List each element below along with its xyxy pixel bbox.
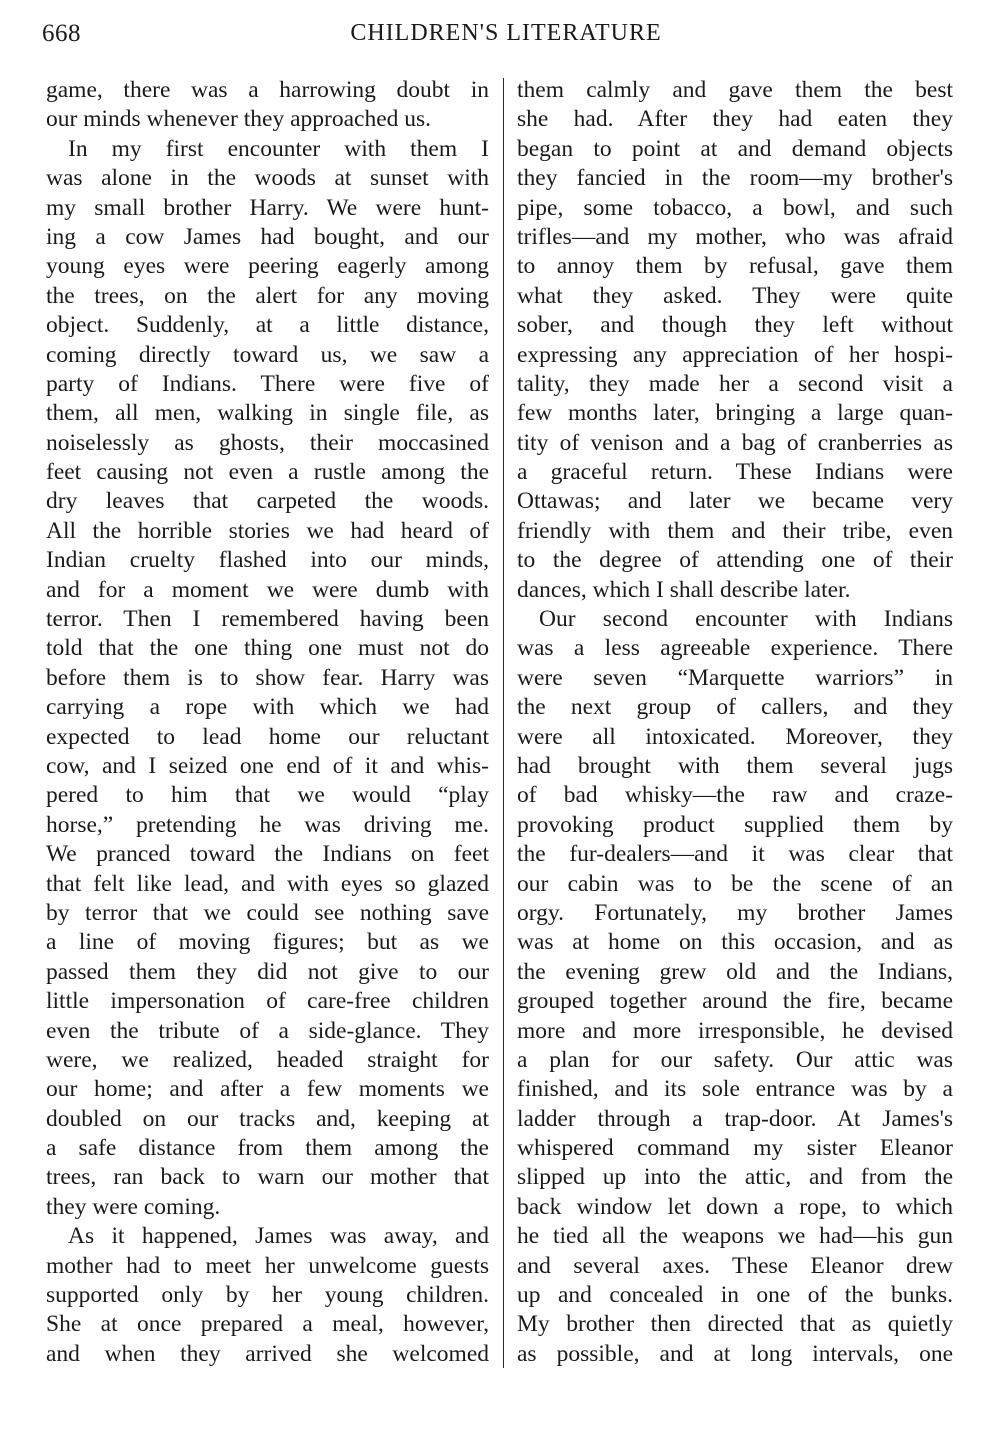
text-line: horse,” pretending he was driving me. <box>46 811 489 838</box>
text-line: doubled on our tracks and, keeping at <box>46 1105 489 1132</box>
text-line: were all intoxicated. Moreover, they <box>517 723 953 750</box>
text-line: and several axes. These Eleanor drew <box>517 1252 953 1279</box>
text-line: up and concealed in one of the bunks. <box>517 1282 953 1309</box>
text-line: Our second encounter with Indians <box>539 606 953 633</box>
text-line: to annoy them by refusal, gave them <box>517 253 953 280</box>
left-column <box>46 76 489 1369</box>
text-line: expressing any appreciation of her hospi- <box>517 341 953 368</box>
text-line: ing a cow James had bought, and our <box>46 223 489 250</box>
text-line: We pranced toward the Indians on feet <box>46 841 489 868</box>
text-line: dry leaves that carpeted the woods. <box>46 488 489 515</box>
text-line: they fancied in the room—my brother's <box>517 165 953 192</box>
text-line: terror. Then I remembered having been <box>46 606 489 633</box>
text-line: they were coming. <box>46 1193 221 1220</box>
text-line: little impersonation of care-free children <box>46 988 489 1015</box>
text-line: had brought with them several jugs <box>517 752 953 779</box>
text-line: and when they arrived she welcomed <box>46 1340 489 1367</box>
text-line: them calmly and gave them the best <box>517 77 953 103</box>
text-line: She at once prepared a meal, however, <box>46 1311 489 1338</box>
text-line: a graceful return. These Indians were <box>517 459 953 486</box>
text-line: All the horrible stories we had heard of <box>46 517 489 544</box>
text-line: tality, they made her a second visit a <box>517 370 953 397</box>
text-line: our home; and after a few moments we <box>46 1076 489 1103</box>
text-line: more and more irresponsible, he devised <box>517 1017 953 1044</box>
text-line: trifles—and my mother, who was afraid <box>517 223 953 250</box>
text-line: he tied all the weapons we had—his gun <box>517 1223 953 1250</box>
text-line: trees, ran back to warn our mother that <box>46 1164 489 1191</box>
text-line: our minds whenever they approached us. <box>46 106 432 133</box>
text-line: a line of moving figures; but as we <box>46 929 489 956</box>
text-line: slipped up into the attic, and from the <box>517 1164 953 1191</box>
text-line: dances, which I shall describe later. <box>517 576 851 603</box>
text-line: she had. After they had eaten they <box>517 106 953 133</box>
text-line: object. Suddenly, at a little distance, <box>46 312 489 339</box>
text-line: whispered command my sister Eleanor <box>517 1135 953 1162</box>
text-line: party of Indians. There were five of <box>46 370 489 397</box>
text-line: even the tribute of a side-glance. They <box>46 1017 489 1044</box>
text-line: mother had to meet her unwelcome guests <box>46 1252 489 1279</box>
text-line: cow, and I seized one end of it and whis- <box>46 752 489 779</box>
page-number: 668 <box>42 20 81 47</box>
text-line: expected to lead home our reluctant <box>46 723 489 750</box>
text-line: was at home on this occasion, and as <box>517 929 953 956</box>
text-line: coming directly toward us, we saw a <box>46 341 489 368</box>
text-line: a plan for our safety. Our attic was <box>517 1046 953 1073</box>
text-line: My brother then directed that as quietly <box>517 1311 953 1338</box>
text-line: the trees, on the alert for any moving <box>46 282 489 309</box>
text-line: that felt like lead, and with eyes so glazed <box>46 870 489 897</box>
text-line: was alone in the woods at sunset with <box>46 165 489 192</box>
running-title: CHILDREN'S LITERATURE <box>350 20 662 46</box>
text-line: by terror that we could see nothing save <box>46 899 489 926</box>
text-line: back window let down a rope, to which <box>517 1193 953 1220</box>
text-line: them, all men, walking in single file, as <box>46 400 489 427</box>
text-line: passed them they did not give to our <box>46 958 489 985</box>
text-line: began to point at and demand objects <box>517 135 953 162</box>
text-line: of bad whisky—the raw and craze- <box>517 782 953 809</box>
text-line: supported only by her young children. <box>46 1282 489 1309</box>
text-line: carrying a rope with which we had <box>46 694 489 721</box>
text-line: the next group of callers, and they <box>517 694 953 721</box>
text-line: feet causing not even a rustle among the <box>46 459 489 486</box>
text-line: and for a moment we were dumb with <box>46 576 489 603</box>
text-line: as possible, and at long intervals, one <box>517 1340 953 1367</box>
text-line: were seven “Marquette warriors” in <box>517 664 953 691</box>
right-column <box>517 76 953 1369</box>
text-line: game, there was a harrowing doubt in <box>46 77 489 103</box>
text-line: was a less agreeable experience. There <box>517 635 953 662</box>
text-line: to the degree of attending one of their <box>517 547 953 574</box>
text-line: pered to him that we would “play <box>46 782 489 809</box>
text-line: a safe distance from them among the <box>46 1135 489 1162</box>
text-line: As it happened, James was away, and <box>68 1223 489 1250</box>
text-line: In my first encounter with them I <box>68 135 489 162</box>
text-line: were, we realized, headed straight for <box>46 1046 489 1073</box>
text-line: orgy. Fortunately, my brother James <box>517 899 953 926</box>
text-line: pipe, some tobacco, a bowl, and such <box>517 194 953 221</box>
text-line: noiselessly as ghosts, their moccasined <box>46 429 489 456</box>
text-line: finished, and its sole entrance was by a <box>517 1076 953 1103</box>
text-line: few months later, bringing a large quan- <box>517 400 953 427</box>
text-line: before them is to show fear. Harry was <box>46 664 489 691</box>
text-line: what they asked. They were quite <box>517 282 953 309</box>
column-divider <box>503 78 504 1368</box>
text-line: Indian cruelty flashed into our minds, <box>46 547 489 574</box>
text-line: my small brother Harry. We were hunt- <box>46 194 489 221</box>
text-line: provoking product supplied them by <box>517 811 953 838</box>
text-line: Ottawas; and later we became very <box>517 488 953 515</box>
text-line: the evening grew old and the Indians, <box>517 958 953 985</box>
text-line: tity of venison and a bag of cranberries as <box>517 429 953 456</box>
text-line: young eyes were peering eagerly among <box>46 253 489 280</box>
text-line: sober, and though they left without <box>517 312 953 339</box>
text-line: friendly with them and their tribe, even <box>517 517 953 544</box>
text-line: the fur-dealers—and it was clear that <box>517 841 953 868</box>
text-line: grouped together around the fire, became <box>517 988 953 1015</box>
text-line: ladder through a trap-door. At James's <box>517 1105 953 1132</box>
text-line: our cabin was to be the scene of an <box>517 870 953 897</box>
text-line: told that the one thing one must not do <box>46 635 489 662</box>
